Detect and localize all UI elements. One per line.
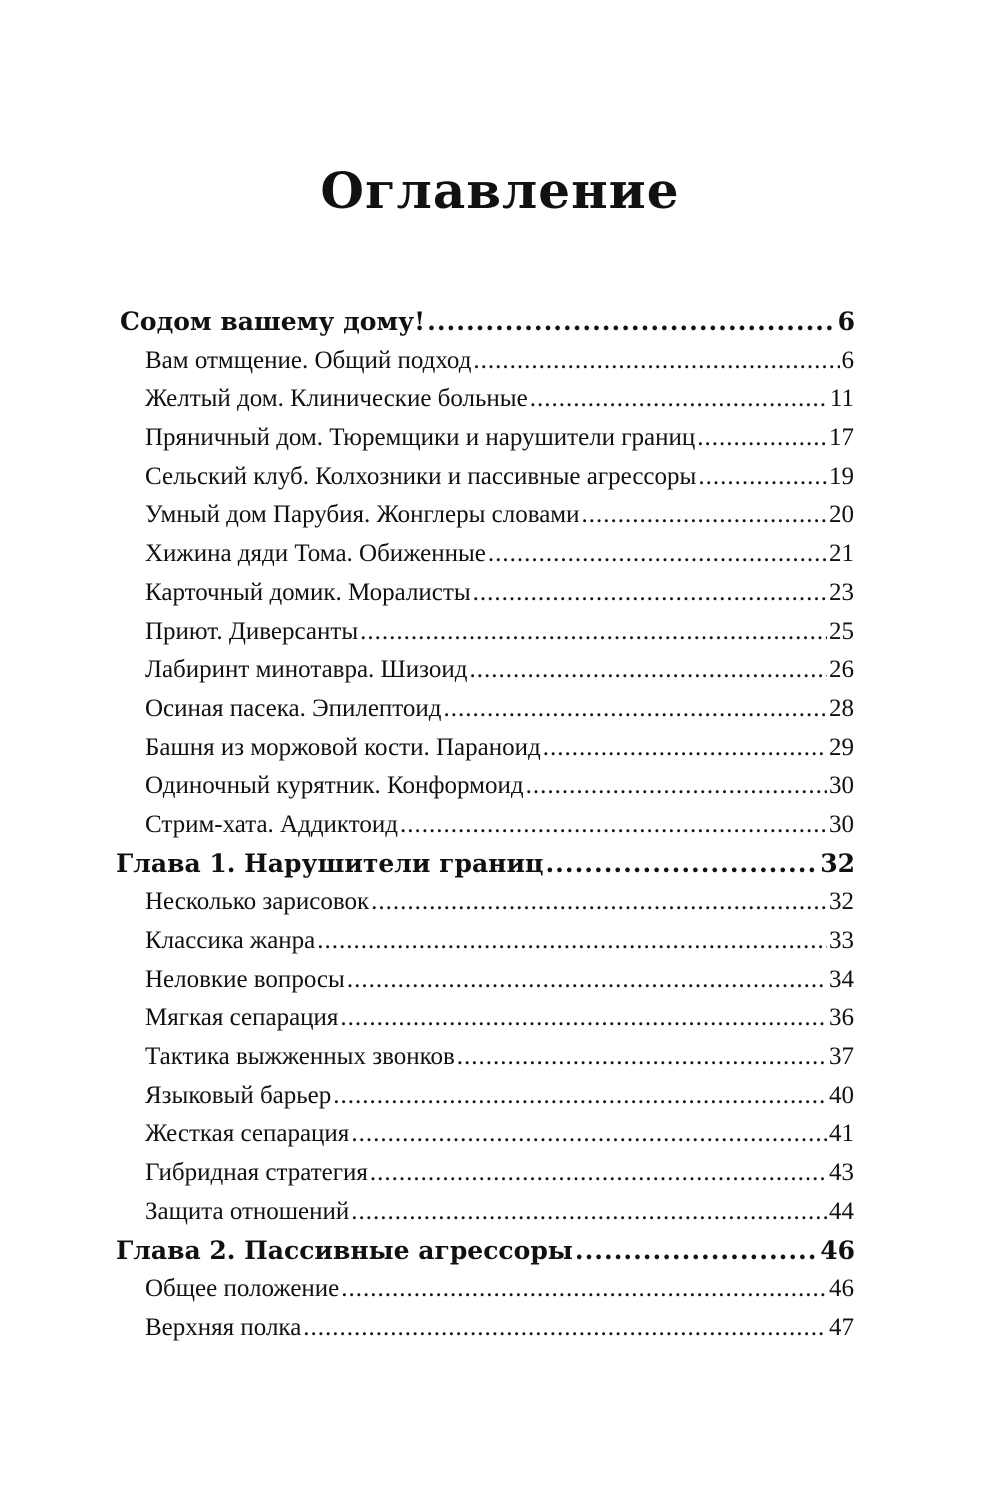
dot-leader <box>427 303 835 342</box>
toc-label: Классика жанра <box>145 927 316 954</box>
toc-page-number: 33 <box>829 927 854 954</box>
dot-leader <box>697 419 827 458</box>
toc-label: Защита отношений <box>145 1197 350 1225</box>
toc-page-number: 17 <box>829 424 854 452</box>
dot-leader <box>545 845 818 884</box>
toc-page-number: 21 <box>829 540 854 568</box>
toc-label: Тактика выжженных звонков <box>145 1043 455 1071</box>
dot-leader <box>351 1115 827 1154</box>
toc-entry[interactable] <box>0 1077 1000 1116</box>
toc-page-number: 43 <box>829 1159 854 1187</box>
toc-page-number: 36 <box>829 1004 854 1032</box>
toc-label: Глава 2. Пассивные агрессоры <box>116 1235 573 1265</box>
dot-leader <box>400 806 827 845</box>
toc-entry[interactable] <box>0 458 1000 497</box>
dot-leader <box>698 458 827 497</box>
dot-leader <box>317 922 827 961</box>
toc-entry[interactable] <box>0 1115 1000 1154</box>
toc-entry[interactable] <box>0 419 1000 458</box>
dot-leader <box>473 342 839 381</box>
toc-section[interactable] <box>0 1232 1000 1271</box>
toc-entry[interactable] <box>0 1193 1000 1232</box>
toc-label: Несколько зарисовок <box>145 888 370 916</box>
toc-label: Одиночный курятник. Конформоид <box>145 772 524 800</box>
toc-page-number: 26 <box>829 656 854 684</box>
toc-entry[interactable] <box>0 806 1000 845</box>
toc-page-number: 32 <box>829 888 854 916</box>
toc-section[interactable] <box>0 303 1000 342</box>
toc-page-number: 23 <box>829 578 854 606</box>
dot-leader <box>470 651 828 690</box>
toc-entry[interactable] <box>0 613 1000 652</box>
table-of-contents <box>0 303 1000 1348</box>
toc-page-number: 46 <box>820 1235 855 1265</box>
dot-leader <box>526 767 827 806</box>
toc-label: Стрим-хата. Аддиктоид <box>145 810 398 838</box>
toc-label: Башня из моржовой кости. Параноид <box>145 733 541 761</box>
toc-label: Глава 1. Нарушители границ <box>116 848 544 878</box>
toc-label: Хижина дяди Тома. Обиженные <box>145 540 486 568</box>
toc-label: Осиная пасека. Эпилептоид <box>145 694 442 722</box>
toc-page-number: 34 <box>829 965 854 993</box>
toc-label: Гибридная стратегия <box>145 1159 368 1187</box>
dot-leader <box>341 1270 827 1309</box>
toc-entry[interactable] <box>0 767 1000 806</box>
toc-label: Умный дом Парубия. Жонглеры словами <box>145 501 580 529</box>
toc-section[interactable] <box>0 845 1000 884</box>
dot-leader <box>333 1077 827 1116</box>
dot-leader <box>444 690 828 729</box>
toc-entry[interactable] <box>0 496 1000 535</box>
dot-leader <box>340 999 827 1038</box>
toc-label: Приют. Диверсанты <box>145 617 359 645</box>
toc-entry[interactable] <box>0 380 1000 419</box>
toc-entry[interactable] <box>0 574 1000 613</box>
toc-page-number: 19 <box>829 462 854 490</box>
toc-page-number: 11 <box>829 385 854 413</box>
toc-label: Карточный домик. Моралисты <box>145 578 471 606</box>
toc-label: Содом вашему дому! <box>120 307 426 336</box>
toc-label: Языковый барьер <box>145 1081 332 1109</box>
toc-entry[interactable] <box>0 922 1000 961</box>
toc-page-number: 6 <box>841 346 854 374</box>
toc-page-number: 40 <box>829 1081 854 1109</box>
dot-leader <box>371 883 827 922</box>
toc-label: Вам отмщение. Общий подход <box>145 346 472 374</box>
dot-leader <box>360 613 827 652</box>
toc-entry[interactable] <box>0 690 1000 729</box>
dot-leader <box>488 535 827 574</box>
toc-page-number: 29 <box>829 733 854 761</box>
toc-label: Сельский клуб. Колхозники и пассивные агрессоры <box>145 462 697 490</box>
toc-page-number: 30 <box>829 810 854 838</box>
toc-page-number: 20 <box>829 501 854 529</box>
toc-page-number: 47 <box>829 1313 854 1341</box>
dot-leader <box>473 574 827 613</box>
toc-page-number: 25 <box>829 617 854 645</box>
toc-entry[interactable] <box>0 535 1000 574</box>
dot-leader <box>347 961 827 1000</box>
toc-page-number: 28 <box>829 694 854 722</box>
dot-leader <box>351 1193 827 1232</box>
toc-label: Неловкие вопросы <box>145 965 345 993</box>
toc-entry[interactable] <box>0 961 1000 1000</box>
toc-page-number: 46 <box>829 1275 854 1303</box>
toc-entry[interactable] <box>0 883 1000 922</box>
toc-entry[interactable] <box>0 1154 1000 1193</box>
toc-label: Пряничный дом. Тюремщики и нарушители границ <box>145 424 696 452</box>
dot-leader <box>370 1154 827 1193</box>
dot-leader <box>303 1309 827 1348</box>
toc-entry[interactable] <box>0 999 1000 1038</box>
dot-leader <box>582 496 828 535</box>
toc-entry[interactable] <box>0 1038 1000 1077</box>
toc-entry[interactable] <box>0 1309 1000 1348</box>
toc-page-number: 44 <box>829 1197 854 1225</box>
toc-page-number: 37 <box>829 1043 854 1071</box>
toc-page-number: 30 <box>829 772 854 800</box>
toc-page-number: 41 <box>829 1120 854 1148</box>
toc-entry[interactable] <box>0 651 1000 690</box>
toc-entry[interactable] <box>0 729 1000 768</box>
toc-page-number: 6 <box>837 307 855 336</box>
toc-entry[interactable] <box>0 342 1000 381</box>
toc-label: Мягкая сепарация <box>145 1004 339 1032</box>
toc-label: Желтый дом. Клинические больные <box>145 385 528 413</box>
toc-label: Общее положение <box>145 1275 340 1303</box>
toc-page-number: 32 <box>820 848 855 878</box>
dot-leader <box>575 1232 818 1271</box>
toc-label: Жесткая сепарация <box>145 1120 350 1148</box>
toc-label: Лабиринт минотавра. Шизоид <box>145 656 468 684</box>
dot-leader <box>543 729 827 768</box>
dot-leader <box>530 380 828 419</box>
toc-entry[interactable] <box>0 1270 1000 1309</box>
toc-label: Верхняя полка <box>145 1313 302 1341</box>
dot-leader <box>457 1038 827 1077</box>
page-title: Оглавление <box>320 160 680 220</box>
